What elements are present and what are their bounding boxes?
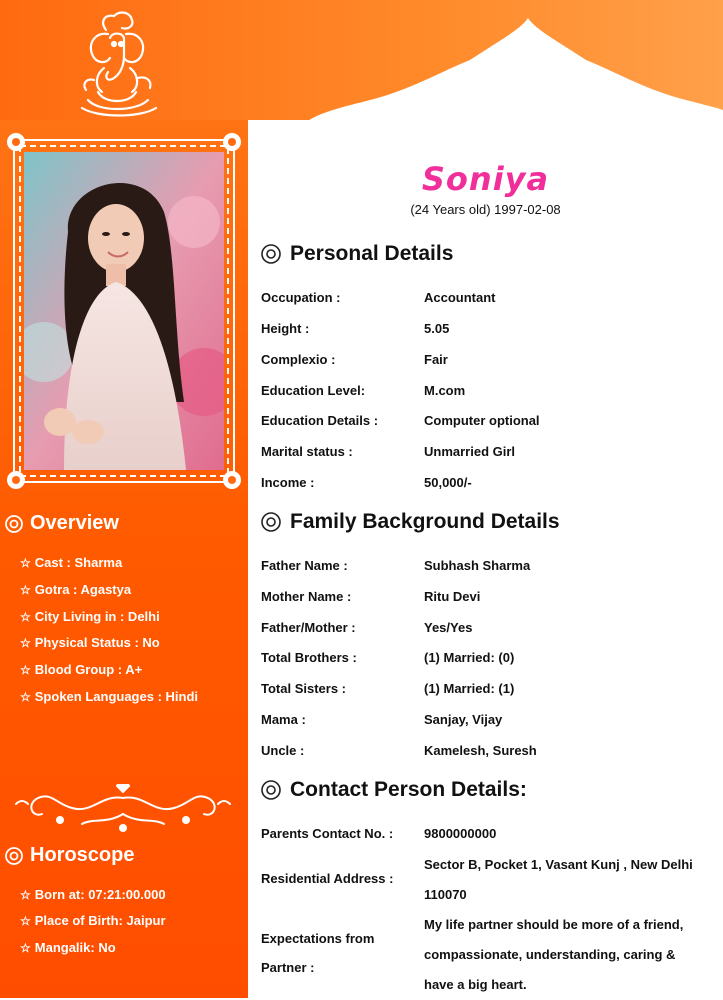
flower-bullet-icon — [260, 243, 282, 265]
family-details-title: Family Background Details — [290, 510, 560, 533]
contact-details-title: Contact Person Details: — [290, 778, 527, 801]
star-icon: ☆ — [20, 689, 31, 704]
family-details-heading — [260, 510, 560, 534]
star-icon: ☆ — [20, 635, 31, 650]
ganesha-icon — [74, 8, 164, 120]
overview-item: ☆ Spoken Languages : Hindi — [20, 689, 199, 704]
overview-item: ☆ Gotra : Agastya — [20, 582, 132, 597]
ornament-divider — [12, 784, 234, 834]
profile-name: Soniya — [421, 160, 550, 198]
personal-details-heading — [260, 242, 453, 266]
contact-details-heading — [260, 778, 527, 802]
contact-address-value: Sector B, Pocket 1, Vasant Kunj , New Delhi 110070 — [424, 857, 693, 902]
horoscope-title: Horoscope — [30, 844, 135, 866]
star-icon: ☆ — [20, 555, 31, 570]
star-icon: ☆ — [20, 582, 31, 597]
flower-bullet-icon — [4, 514, 24, 534]
overview-item: ☆ City Living in : Delhi — [20, 609, 160, 624]
star-icon: ☆ — [20, 887, 31, 902]
overview-item: ☆ Physical Status : No — [20, 635, 160, 650]
flower-bullet-icon — [4, 846, 24, 866]
flower-bullet-icon — [260, 511, 282, 533]
overview-item: ☆ Cast : Sharma — [20, 555, 123, 570]
personal-details-title: Personal Details — [290, 242, 454, 265]
horoscope-item: ☆ Place of Birth: Jaipur — [20, 913, 166, 928]
star-icon: ☆ — [20, 940, 31, 955]
biodata-page: Overview ☆ Cast : Sharma ☆ Gotra : Agastya ☆ City Living in : Delhi ☆ Physical Status : No ☆ Blood Group : A+ ☆ Spoken Languages : Hindi Horoscope ☆ Born at: 07:21:00.000 ☆ Place of Birth: Jaipur ☆ Mangalik: No Soniya (24 Years old) 1997-02-08 Personal Details Occupation : Accountant Height : 5.05 Complexio : Fair Education Level: M.com Education Details : Computer optional Marital status : Unmarried Girl Income : 50,000/- Family Background Details Father Name : Subhash Sharma Mother Name : Ritu Devi Father/Mother : Yes/Yes Total Brothers : (1) Married: (0) Total Sisters : (1) Married: (1) Mama : Sanjay, Vijay Uncle : Kamelesh, Suresh Contact Person Details: Parents Contact No. : 9800000000 Residential Address : Sector B, Pocket 1, Vasant Kunj , New Delhi 110070 Expectations from Partner : My life partner should be more of a friend, compassionate, understanding, caring & have a big heart. — [0, 0, 723, 998]
profile-age-dob: (24 Years old) 1997-02-08 — [410, 202, 561, 217]
star-icon: ☆ — [20, 913, 31, 928]
overview-item: ☆ Blood Group : A+ — [20, 662, 143, 677]
contact-expectations-value: My life partner should be more of a friend, compassionate, understanding, caring & have a big heart. — [424, 917, 684, 992]
profile-photo — [24, 152, 224, 470]
overview-heading — [4, 512, 119, 535]
horoscope-item: ☆ Mangalik: No — [20, 940, 116, 955]
overview-title: Overview — [30, 512, 119, 534]
horoscope-item: ☆ Born at: 07:21:00.000 — [20, 887, 166, 902]
star-icon: ☆ — [20, 662, 31, 677]
horoscope-heading — [4, 844, 134, 867]
flower-bullet-icon — [260, 779, 282, 801]
star-icon: ☆ — [20, 609, 31, 624]
